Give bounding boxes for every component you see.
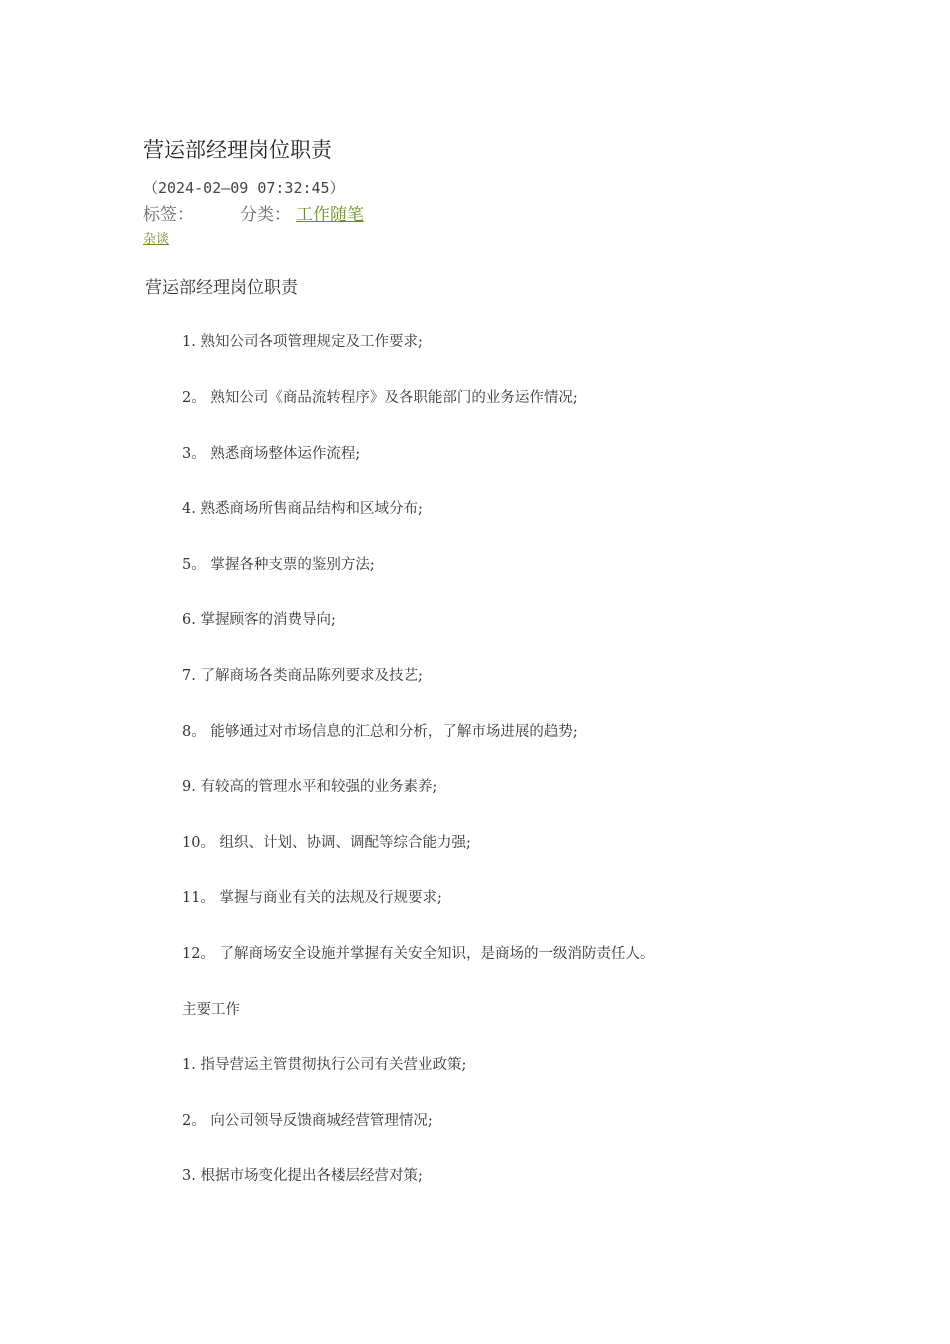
requirement-item: 5。 掌握各种支票的鉴别方法; [182,557,375,573]
requirement-item: 10。 组织、计划、协调、调配等综合能力强; [182,835,471,851]
category-label: 分类： [240,205,291,225]
category-link[interactable]: 工作随笔 [296,205,364,225]
requirement-item: 4. 熟悉商场所售商品结构和区域分布; [182,501,423,517]
subcategory-link[interactable]: 杂谈 [143,232,170,247]
requirement-item: 2。 熟知公司《商品流转程序》及各职能部门的业务运作情况; [182,390,578,406]
post-meta [143,200,364,225]
requirement-item: 7. 了解商场各类商品陈列要求及技艺; [182,668,423,684]
main-work-item: 2。 向公司领导反馈商城经营管理情况; [182,1113,433,1129]
requirement-item: 11。 掌握与商业有关的法规及行规要求; [182,890,442,906]
requirement-item: 6. 掌握顾客的消费导向; [182,612,336,628]
requirement-item: 12。 了解商场安全设施并掌握有关安全知识，是商场的一级消防责任人。 [182,946,655,962]
tags-label: 标签： [143,205,194,225]
requirement-item: 9. 有较高的管理水平和较强的业务素养; [182,779,438,795]
requirement-item: 1. 熟知公司各项管理规定及工作要求; [182,334,423,350]
post-title: 营运部经理岗位职责 [143,138,332,162]
main-work-item: 1. 指导营运主管贯彻执行公司有关营业政策; [182,1057,467,1073]
post-datetime: （2024-02—09 07:32:45） [143,179,345,197]
main-work-heading: 主要工作 [182,1002,240,1018]
requirement-item: 3。 熟悉商场整体运作流程; [182,446,361,462]
content-heading: 营运部经理岗位职责 [145,278,298,298]
requirement-item: 8。 能够通过对市场信息的汇总和分析，了解市场进展的趋势; [182,724,578,740]
main-work-item: 3. 根据市场变化提出各楼层经营对策; [182,1168,423,1184]
